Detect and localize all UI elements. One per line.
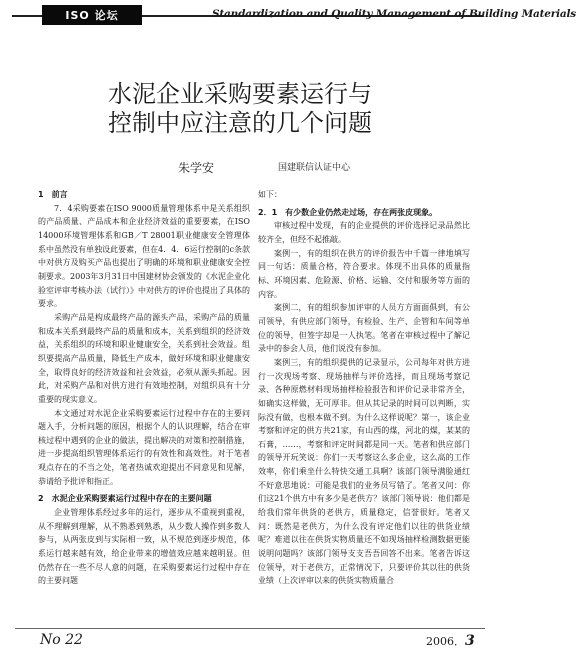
paragraph: 案例三，有的组织提供的记录显示，公司每年对供方进行一次现场考察、现场抽样与评价选择，而且现场考察记录、各种原燃材料现场抽样检验报告和评价记录非常齐全，如确实这样做，无可厚非。但从其记录的时间可以判断，实际没有做，也根本做不到。为什么这样说呢？第一，该企业考察和评定的供方共21家，有山西的煤，河北的煤，某某的石膏，……，考察和评定时间都是同一天。笔者和供应部门的领导开玩笑说：你们一天考察这么多企业，这么高的工作效率，你们乘坐什么特快交通工具啊？该部门领导满脸通红不好意思地说：可能是我们的业务员写错了。笔者又问：你们这21个供方中有多少是老供方？该部门领导说：他们都是给我们常年供货的老供方，质量稳定，信誉很好。笔者又问：既然是老供方，为什么没有评定他们以往的供货业绩呢？难道以往在供货实物质量还不如现场抽样检测数据更能说明问题吗？该部门领导支支吾吾回答不出来。笔者告诉这位领导，对于老供方，正常情况下，只要评价其以往的供货业绩（上次评审以来的供货实物质量合	[258, 357, 470, 586]
author-name: 朱学安	[178, 161, 215, 175]
page-number: No 22	[40, 632, 83, 648]
paragraph: 如下：	[258, 190, 282, 199]
paragraph: 采购产品是构成最终产品的源头产品，采购产品的质量和成本关系到最终产品的质量和成本，关系到组织的经济效益，关系组织的环境和职业健康安全，关系到社会效益。组织要提高产品质量，降低生产成本，做好环境和职业健康安全，取得良好的经济效益和社会效益，必须从源头抓起。因此，对采购产品和对供方进行有效地控制，对组织具有十分重要的现实意义。	[38, 312, 250, 404]
section-heading: 1 前言	[38, 190, 68, 199]
journal-title: Standardization and Quality Management of Building Materials	[212, 8, 576, 20]
footer-rule	[15, 628, 485, 629]
paragraph: 7．4采购要素在ISO 9000质量管理体系中是关系组织的产品质量、产品成本和企业经济效益的重要要素，在ISO 14000环境管理体系和GB／T 28001职业健康安全管理体系中虽然没有单独设此要素，但在4．4．6运行控制的c条款中对供方及购买产品也提出了明确的环境和职业健康安全控制要求。2003年3月31日中国建材协会颁发的《水泥企业化验室评审考核办法（试行）》中对供方的评价也提出了具体的要求。	[38, 203, 250, 309]
right-column	[258, 188, 470, 588]
issue-year: 2006．	[426, 635, 465, 648]
author-affiliation: 国建联信认证中心	[278, 163, 351, 173]
title-line-1: 水泥企业采购要素运行与	[108, 80, 372, 108]
column-badge: ISO 论坛	[42, 5, 142, 25]
left-column	[38, 188, 250, 588]
section-heading: 2．1 有少数企业仍然走过场，存在两张皮现象。	[258, 207, 438, 217]
paragraph: 企业管理体系经过多年的运行，逐步从不重视到重视，从不理解到理解，从不熟悉到熟悉，从少数人操作到多数人参与，从两张皮到与实际相一致，从不规范到逐步规范，体系运行越来越有效，给企业带来的增值效应越来越明显。但仍然存在一些不尽人意的问题，在采购要素运行过程中存在的主要问题	[38, 508, 250, 586]
title-line-2: 控制中应注意的几个问题	[108, 109, 372, 137]
paragraph: 案例一，有的组织在供方的评价报告中千篇一律地填写同一句话：质量合格，符合要求。体现不出具体的质量指标、环境因素、危险源、价格、运输、交付和服务等方面的内容。	[258, 248, 470, 299]
paragraph: 审核过程中发现，有的企业提供的评价选择记录品然比较齐全，但经不起推敲。	[258, 221, 470, 244]
issue-label	[426, 633, 475, 649]
issue-number: 3	[465, 633, 475, 649]
section-heading: 2 水泥企业采购要素运行过程中存在的主要问题	[38, 494, 212, 504]
paragraph: 案例二，有的组织参加评审的人员方方面面俱到，有公司领导，有供应部门领导，有检验、生产、企管和车间等单位的领导，但签字却是一人执笔。笔者在审核过程中了解记录中的参会人员，他们说没有参加。	[258, 303, 470, 354]
paragraph: 本文通过对水泥企业采购要素运行过程中存在的主要问题入手，分析问题的原因，根据个人的认识理解，结合在审核过程中遇到的企业的做法，提出解决的对策和控制措施，进一步提高组织管理体系运行的有效性和高效性。对于笔者观点存在的不当之处，笔者热诚欢迎提出不同意见和见解，恭请给予批评和指正。	[38, 408, 250, 486]
article-title	[60, 80, 420, 138]
